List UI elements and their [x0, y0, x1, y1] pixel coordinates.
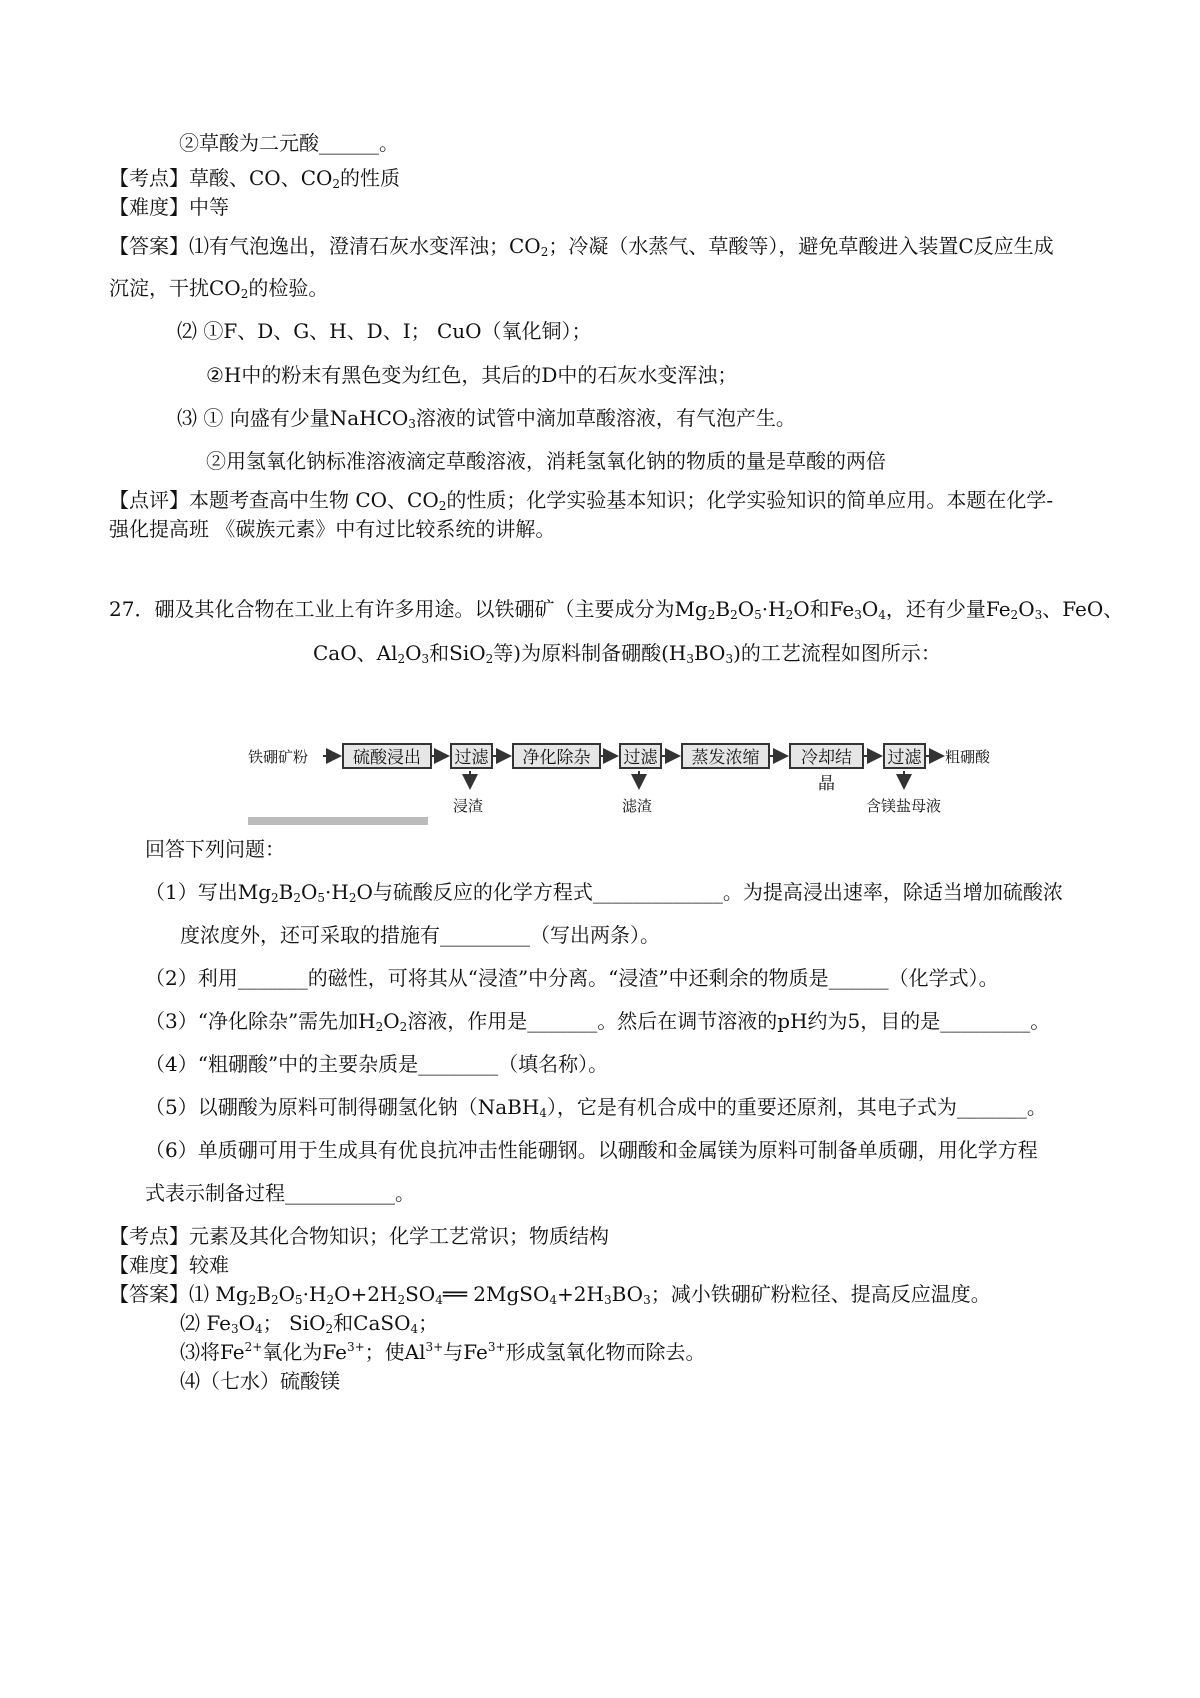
flow-step-crystallize: 冷却结晶 — [789, 743, 864, 769]
q27-sub-1-line-2: 度浓度外，还可采取的措施有_________（写出两条）。 — [180, 923, 660, 947]
prev-answer-2-1: ⑵ ①F、D、G、H、D、I； CuO（氧化铜）； — [177, 319, 592, 343]
q27-stem-line-2: CaO、$Al_2O_3$和SiO$_2$等)为原料制备硼酸$(H_3BO_3)$的工艺流程如图所示： — [313, 641, 941, 666]
prev-answer-line-2: 沉淀，干扰$CO_2$的检验。 — [109, 276, 329, 301]
process-flow-diagram — [248, 733, 1000, 825]
q27-stem-line-1: 27．硼及其化合物在工业上有许多用途。以铁硼矿（主要成分为$Mg_2B_2O_5\cdot H_2O$和$Fe_3O_4$，还有少量$Fe_2O_3$、FeO、 — [109, 597, 1124, 622]
prev-dianping-line-1: 【点评】本题考查高中生物 CO、$CO_2$的性质；化学实验基本知识；化学实验知识的简单应用。本题在化学- — [109, 488, 1054, 513]
prev-kaodian-line: 【考点】草酸、CO、$CO_2$的性质 — [109, 166, 401, 191]
q27-answer-1: 【答案】⑴ $Mg_2B_2O_5\cdot H_2O+2H_2SO_4══$ $2MgSO_4+2H_3BO_3$；减小铁硼矿粉粒径、提高反应温度。 — [109, 1282, 991, 1307]
answer-label: 【答案】 — [109, 234, 189, 258]
q27-sub-2: （2）利用_______的磁性，可将其从“浸渣”中分离。“浸渣”中还剩余的物质是______（化学式）。 — [145, 966, 999, 990]
flow-step-filter-2: 过滤 — [619, 743, 662, 769]
flow-step-purify: 净化除杂 — [512, 743, 601, 769]
flow-step-acid-leach: 硫酸浸出 — [342, 743, 432, 769]
q27-kaodian-line: 【考点】元素及其化合物知识；化学工艺常识；物质结构 — [109, 1224, 609, 1248]
q27-sub-1-line-1: （1）写出$Mg_2B_2O_5\cdot H_2O$与硫酸反应的化学方程式_____________。为提高浸出速率，除适当增加硫酸浓 — [145, 880, 1063, 905]
flow-end-label: 粗硼酸 — [945, 748, 991, 766]
dianping-label: 【点评】 — [109, 488, 189, 512]
q27-sub-3: （3）“净化除杂”需先加$H_2O_2$溶液，作用是_______。然后在调节溶液的pH约为5，目的是_________。 — [145, 1009, 1051, 1034]
flow-step-evaporate: 蒸发浓缩 — [681, 743, 770, 769]
flow-start-label: 铁硼矿粉 — [248, 748, 309, 766]
prev-answer-3-1: ⑶ ① 向盛有少量NaHCO$_3$溶液的试管中滴加草酸溶液，有气泡产生。 — [177, 406, 796, 431]
nandu-label-27: 【难度】 — [109, 1253, 189, 1277]
q27-sub-6-line-2: 式表示制备过程___________。 — [145, 1181, 415, 1205]
q27-sub-4: （4）“粗硼酸”中的主要杂质是________（填名称）。 — [145, 1052, 609, 1076]
q27-answer-2: ⑵ $Fe_3O_4$； SiO$_2$和CaSO$_4$； — [180, 1311, 439, 1336]
q27-sub-6-line-1: （6）单质硼可用于生成具有优良抗冲击性能硼钢。以硼酸和金属镁为原料可制备单质硼，用化学方程 — [145, 1138, 1038, 1162]
q27-answer-3: ⑶将$Fe^{2+}$氧化为$Fe^{3+}$；使$Al^{3+}$与$Fe^{3+}$形成氢氧化物而除去。 — [180, 1340, 706, 1364]
prev-nandu-line: 【难度】中等 — [109, 195, 229, 219]
prev-answer-3-2: ②用氢氧化钠标准溶液滴定草酸溶液，消耗氢氧化钠的物质的量是草酸的两倍 — [206, 449, 886, 473]
flow-step-filter-1: 过滤 — [450, 743, 493, 769]
flow-output-filter-residue: 滤渣 — [622, 797, 653, 815]
flow-output-mother-liquor: 含镁盐母液 — [866, 797, 942, 815]
kaodian-label: 【考点】 — [109, 166, 189, 190]
prev-item-2: ②草酸为二元酸______。 — [179, 131, 399, 155]
answer-label-27: 【答案】 — [109, 1282, 189, 1306]
nandu-label: 【难度】 — [109, 195, 189, 219]
kaodian-label-27: 【考点】 — [109, 1224, 189, 1248]
flow-step-filter-3: 过滤 — [883, 743, 926, 769]
q27-nandu-line: 【难度】较难 — [109, 1253, 229, 1277]
q27-intro: 回答下列问题： — [145, 837, 285, 861]
prev-dianping-line-2: 强化提高班 《碳族元素》中有过比较系统的讲解。 — [109, 517, 556, 541]
prev-answer-line-1: 【答案】⑴有气泡逸出，澄清石灰水变浑浊；$CO_2$；冷凝（水蒸气、草酸等），避免草酸进入装置C反应生成 — [109, 234, 1054, 259]
prev-answer-2-2: ②H中的粉末有黑色变为红色，其后的D中的石灰水变浑浊； — [206, 363, 738, 387]
scan-artifact — [248, 817, 428, 825]
q27-sub-5: （5）以硼酸为原料可制得硼氢化钠（NaBH$_4$），它是有机合成中的重要还原剂，其电子式为_______。 — [145, 1095, 1047, 1120]
q27-answer-4: ⑷（七水）硫酸镁 — [180, 1369, 340, 1393]
flow-output-leach-residue: 浸渣 — [453, 797, 484, 815]
